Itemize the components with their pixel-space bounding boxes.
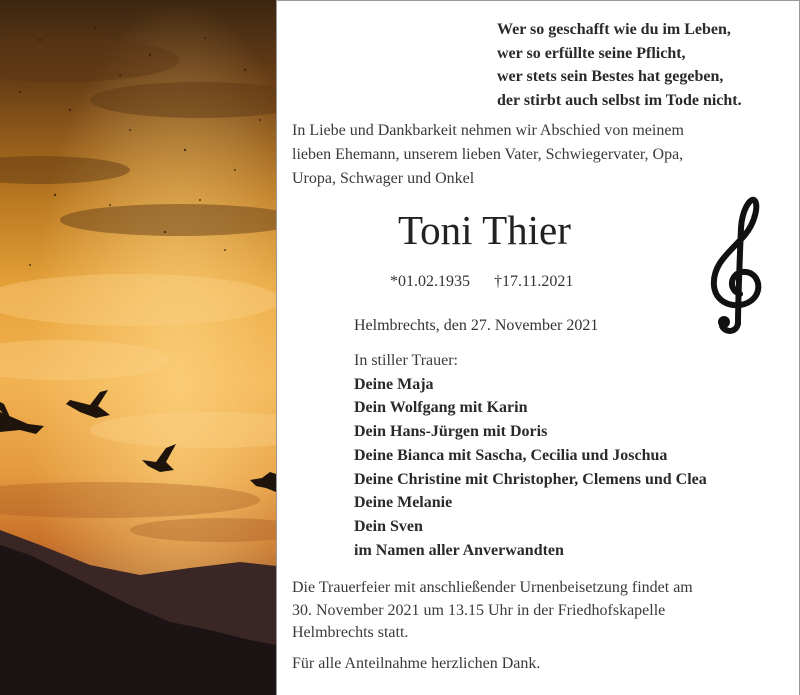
- intro-line: Uropa, Schwager und Onkel: [292, 170, 475, 187]
- poem-line: der stirbt auch selbst im Tode nicht.: [497, 91, 742, 109]
- mourner-name: im Namen aller Anverwandten: [354, 541, 564, 559]
- death-date: †17.11.2021: [494, 273, 574, 290]
- mourner-name: Deine Maja: [354, 375, 434, 393]
- intro-line: lieben Ehemann, unserem lieben Vater, Schwiegervater, Opa,: [292, 146, 684, 163]
- place-date: Helmbrechts, den 27. November 2021: [354, 317, 599, 334]
- mourner-name: Deine Bianca mit Sascha, Cecilia und Joschua: [354, 446, 668, 464]
- photo-divider: [276, 0, 277, 695]
- funeral-line: Die Trauerfeier mit anschließender Urnenbeisetzung findet am: [292, 579, 693, 596]
- mourners-lead: In stiller Trauer:: [354, 352, 458, 369]
- sunset-geese-photo: [0, 0, 276, 695]
- funeral-line: 30. November 2021 um 13.15 Uhr in der Friedhofskapelle: [292, 601, 666, 619]
- treble-clef-icon: [704, 192, 768, 341]
- life-dates: [390, 271, 573, 293]
- poem-line: wer so erfüllte seine Pflicht,: [497, 44, 686, 62]
- deceased-name: Toni Thier: [398, 207, 571, 253]
- poem-line: wer stets sein Bestes hat gegeben,: [497, 68, 724, 85]
- mourner-name: Dein Hans-Jürgen mit Doris: [354, 423, 548, 441]
- intro-line: In Liebe und Dankbarkeit nehmen wir Abschied von meinem: [292, 122, 684, 139]
- poem-line: Wer so geschafft wie du im Leben,: [497, 21, 731, 38]
- funeral-line: Helmbrechts statt.: [292, 624, 409, 641]
- intro-text: [292, 119, 684, 191]
- memorial-poem: [497, 18, 742, 112]
- mourner-name: Deine Melanie: [354, 494, 453, 512]
- funeral-info: [292, 577, 693, 645]
- mourner-name: Deine Christine mit Christopher, Clemens und Clea: [354, 470, 707, 488]
- thanks-note: Für alle Anteilnahme herzlichen Dank.: [292, 655, 541, 672]
- birth-date: *01.02.1935: [390, 273, 470, 290]
- mourner-name: Dein Sven: [354, 517, 423, 535]
- frame-top-border: [276, 0, 800, 1]
- mourner-name: Dein Wolfgang mit Karin: [354, 399, 528, 417]
- mourners-list: [354, 349, 707, 562]
